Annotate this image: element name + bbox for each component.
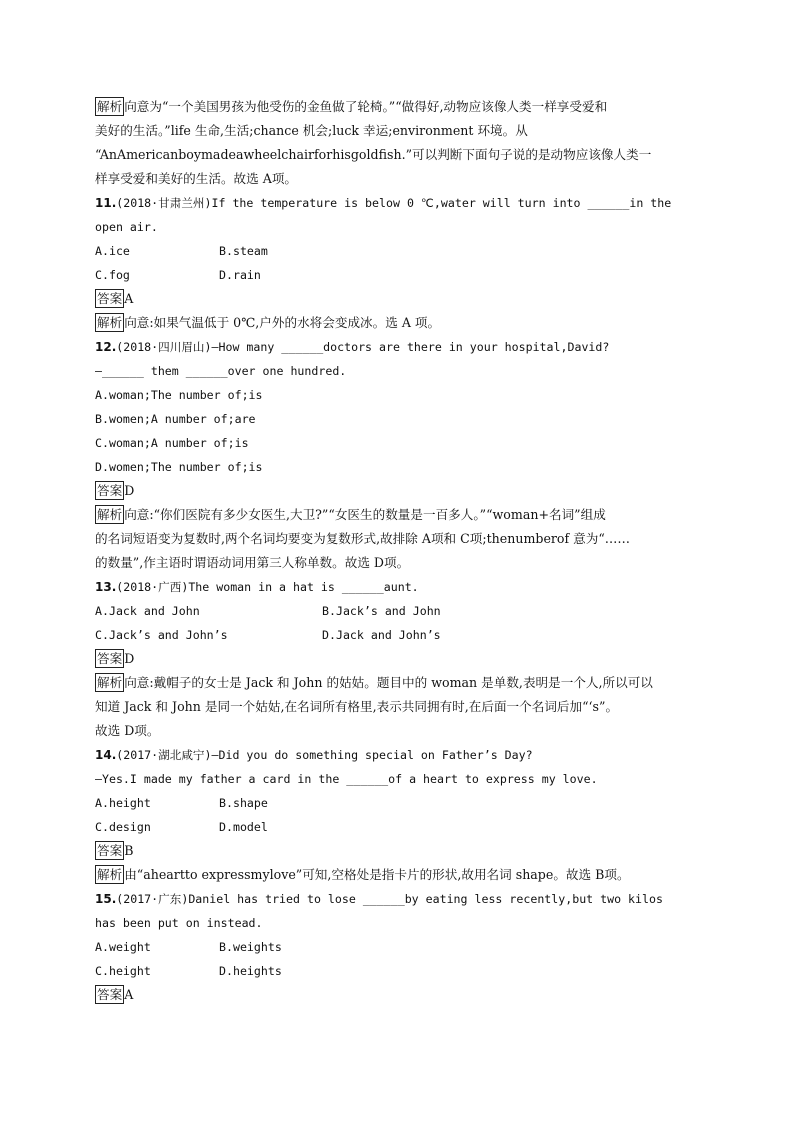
options-row	[95, 431, 705, 455]
question-text: (2017·广东)Daniel has tried to lose ______by eating less recently,but two kilos	[116, 892, 663, 906]
question-text: (2018·甘肃兰州)If the temperature is below 0 ℃,water will turn into ______in the	[116, 196, 672, 210]
answer-line	[95, 983, 705, 1007]
option: B.weights	[219, 940, 282, 954]
option: C.height	[95, 964, 151, 978]
option: B.Jack’s and John	[322, 604, 441, 618]
option: D.women;The number of;is	[95, 460, 263, 474]
analysis-text: 由“aheartto expressmylove”可知,空格处是指卡片的形状,故用名词 shape。故选 B项。	[124, 867, 630, 882]
analysis-line	[95, 95, 705, 119]
question-text: —______ them ______over one hundred.	[95, 364, 347, 378]
options-row	[95, 959, 705, 983]
question-text: (2018·广西)The woman in a hat is ______aunt.	[116, 580, 419, 594]
analysis-line	[95, 551, 705, 575]
option: A.weight	[95, 940, 151, 954]
answer-tag: 答案	[97, 651, 123, 666]
options-row	[95, 935, 705, 959]
answer-line	[95, 479, 705, 503]
question-number: 11.	[95, 196, 117, 210]
option: A.height	[95, 796, 151, 810]
answer-line	[95, 647, 705, 671]
options-row	[95, 791, 705, 815]
option: D.rain	[219, 268, 261, 282]
option: D.model	[219, 820, 268, 834]
analysis-text: 样享受爱和美好的生活。故选 A项。	[95, 171, 298, 186]
analysis-text: 向意为“一个美国男孩为他受伤的金鱼做了轮椅。”“做得好,动物应该像人类一样享受爱和	[124, 99, 608, 114]
worksheet-page	[95, 95, 705, 1007]
options-row	[95, 407, 705, 431]
analysis-text: 向意:如果气温低于 0℃,户外的水将会变成冰。选 A 项。	[124, 315, 441, 330]
analysis-line	[95, 119, 705, 143]
options-row	[95, 383, 705, 407]
options-row	[95, 239, 705, 263]
option: D.heights	[219, 964, 282, 978]
analysis-line	[95, 719, 705, 743]
options-row	[95, 599, 705, 623]
analysis-text: 的数量”,作主语时谓语动词用第三人称单数。故选 D项。	[95, 555, 410, 570]
question-line	[95, 767, 705, 791]
analysis-line	[95, 671, 705, 695]
answer-line	[95, 839, 705, 863]
option: C.fog	[95, 268, 130, 282]
options-row	[95, 815, 705, 839]
option: B.shape	[219, 796, 268, 810]
option: C.woman;A number of;is	[95, 436, 249, 450]
question-line	[95, 911, 705, 935]
analysis-text: “AnAmericanboymadeawheelchairforhisgoldfish.”可以判断下面句子说的是动物应该像人类一	[95, 147, 652, 162]
answer-text: B	[124, 843, 134, 858]
option: A.ice	[95, 244, 130, 258]
analysis-tag: 解析	[97, 99, 123, 114]
option: A.Jack and John	[95, 604, 200, 618]
answer-tag: 答案	[97, 483, 123, 498]
question-number: 12.	[95, 340, 117, 354]
question-number: 14.	[95, 748, 117, 762]
question-text: —Yes.I made my father a card in the ______of a heart to express my love.	[95, 772, 598, 786]
answer-text: A	[124, 291, 134, 306]
analysis-line	[95, 527, 705, 551]
option: B.steam	[219, 244, 268, 258]
options-row	[95, 455, 705, 479]
analysis-text: 向意:戴帽子的女士是 Jack 和 John 的姑姑。题目中的 woman 是单数,表明是一个人,所以可以	[124, 675, 653, 690]
answer-text: A	[124, 987, 134, 1002]
answer-text: D	[124, 651, 135, 666]
option: C.design	[95, 820, 151, 834]
analysis-line	[95, 311, 705, 335]
analysis-tag: 解析	[97, 867, 123, 882]
analysis-text: 故选 D项。	[95, 723, 160, 738]
analysis-tag: 解析	[97, 507, 123, 522]
analysis-line	[95, 503, 705, 527]
answer-tag: 答案	[97, 987, 123, 1002]
analysis-text: 向意:“你们医院有多少女医生,大卫?”“女医生的数量是一百多人。”“woman+名词”组成	[124, 507, 606, 522]
question-text: has been put on instead.	[95, 916, 263, 930]
question-text: (2017·湖北咸宁)—Did you do something special on Father’s Day?	[116, 748, 533, 762]
answer-tag: 答案	[97, 843, 123, 858]
options-row	[95, 623, 705, 647]
question-line	[95, 215, 705, 239]
question-line	[95, 887, 705, 911]
question-line	[95, 575, 705, 599]
options-row	[95, 263, 705, 287]
option: D.Jack and John’s	[322, 628, 441, 642]
answer-line	[95, 287, 705, 311]
option: B.women;A number of;are	[95, 412, 256, 426]
analysis-tag: 解析	[97, 315, 123, 330]
analysis-text: 知道 Jack 和 John 是同一个姑姑,在名词所有格里,表示共同拥有时,在后面一个名词后加“‘s”。	[95, 699, 619, 714]
analysis-text: 美好的生活。”life 生命,生活;chance 机会;luck 幸运;environment 环境。从	[95, 123, 528, 138]
answer-tag: 答案	[97, 291, 123, 306]
answer-text: D	[124, 483, 135, 498]
question-line	[95, 743, 705, 767]
option: A.woman;The number of;is	[95, 388, 263, 402]
question-number: 15.	[95, 892, 117, 906]
analysis-text: 的名词短语变为复数时,两个名词均要变为复数形式,故排除 A项和 C项;thenumberof 意为“……	[95, 531, 630, 546]
question-text: open air.	[95, 220, 158, 234]
analysis-line	[95, 167, 705, 191]
option: C.Jack’s and John’s	[95, 628, 228, 642]
question-number: 13.	[95, 580, 117, 594]
question-line	[95, 335, 705, 359]
question-text: (2018·四川眉山)—How many ______doctors are there in your hospital,David?	[116, 340, 610, 354]
question-line	[95, 359, 705, 383]
analysis-line	[95, 695, 705, 719]
question-line	[95, 191, 705, 215]
analysis-line	[95, 863, 705, 887]
analysis-line	[95, 143, 705, 167]
analysis-tag: 解析	[97, 675, 123, 690]
